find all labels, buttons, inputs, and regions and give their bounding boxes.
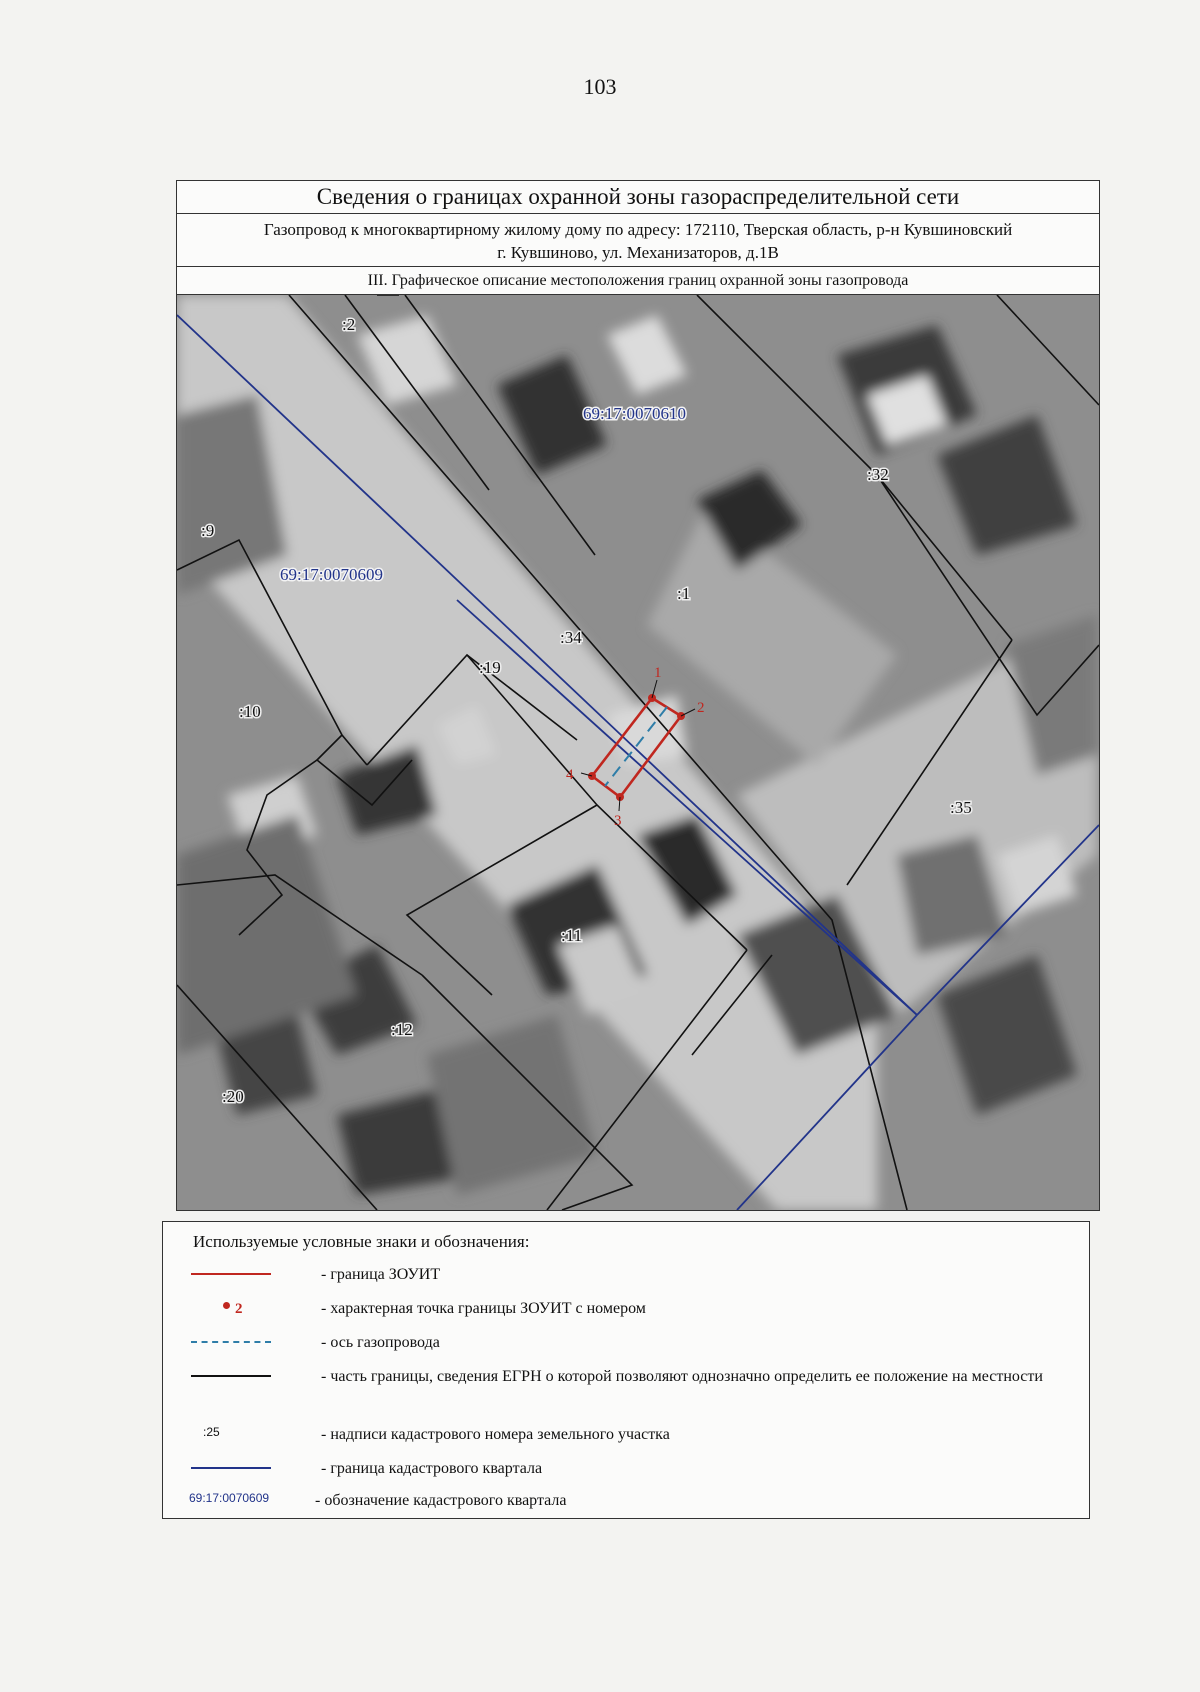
parcel-label-1: :1 <box>677 584 691 603</box>
red-point-icon <box>175 1296 285 1320</box>
object-address-line1: Газопровод к многоквартирному жилому дому по адресу: 172110, Тверская область, р-н Кувшиновский <box>263 220 1013 239</box>
page-number: 103 <box>583 74 617 99</box>
parcel-label-10: :10 <box>239 702 261 721</box>
sheet-title: Сведения о границах охранной зоны газораспределительной сети <box>177 181 1099 214</box>
zouit-point-label-4: 4 <box>566 767 574 783</box>
zouit-point-label-2: 2 <box>697 700 705 716</box>
red-line-icon <box>175 1262 285 1286</box>
legend-text-parcel-label: - надписи кадастрового номера земельного участка <box>321 1426 670 1443</box>
parcel-label-9: :9 <box>201 521 215 540</box>
quarter-label-icon <box>175 1488 285 1512</box>
parcel-label-11: :11 <box>561 926 583 945</box>
cadastral-map[interactable] <box>177 295 1099 1210</box>
parcel-label-2: :2 <box>342 315 356 334</box>
parcel-label-19: :19 <box>479 658 501 677</box>
parcel-label-20: :20 <box>222 1087 244 1106</box>
point-symbol-label: 2 <box>235 1301 243 1317</box>
map-canvas <box>177 295 1099 1210</box>
parcel-label-34: :34 <box>560 628 582 647</box>
object-description <box>177 214 1099 267</box>
legend-title: Используемые условные знаки и обозначения: <box>193 1232 530 1251</box>
legend-text-quarter-boundary: - граница кадастрового квартала <box>321 1460 543 1477</box>
zouit-point-label-3: 3 <box>614 813 622 829</box>
legend-text-quarter-label: - обозначение кадастрового квартала <box>315 1492 567 1509</box>
black-line-icon <box>175 1364 285 1388</box>
zouit-point-label-1: 1 <box>654 665 662 681</box>
parcel-label-symbol: :25 <box>203 1425 220 1439</box>
legend-text-zouit-point: - характерная точка границы ЗОУИТ с номером <box>321 1300 646 1317</box>
legend-text-zouit-boundary: - граница ЗОУИТ <box>321 1266 441 1283</box>
quarter-label-0070610: 69:17:0070610 <box>583 404 686 423</box>
quarter-label-symbol: 69:17:0070609 <box>189 1491 270 1505</box>
object-address-line2: г. Кувшиново, ул. Механизаторов, д.1В <box>497 243 779 262</box>
parcel-label-32: :32 <box>867 465 889 484</box>
navy-line-icon <box>175 1456 285 1480</box>
blue-dashed-line-icon <box>175 1330 285 1354</box>
parcel-label-icon <box>175 1422 285 1446</box>
info-sheet <box>176 180 1100 1211</box>
legend-text-parcel-boundary: - часть границы, сведения ЕГРН о которой позволяют однозначно определить ее положение на местности <box>321 1368 1043 1385</box>
legend-text-gas-axis: - ось газопровода <box>321 1334 440 1351</box>
parcel-label-35: :35 <box>950 798 972 817</box>
parcel-label-12: :12 <box>391 1020 413 1039</box>
map-legend <box>162 1221 1090 1519</box>
quarter-label-0070609: 69:17:0070609 <box>280 565 383 584</box>
section-heading: III. Графическое описание местоположения границ охранной зоны газопровода <box>177 267 1099 295</box>
